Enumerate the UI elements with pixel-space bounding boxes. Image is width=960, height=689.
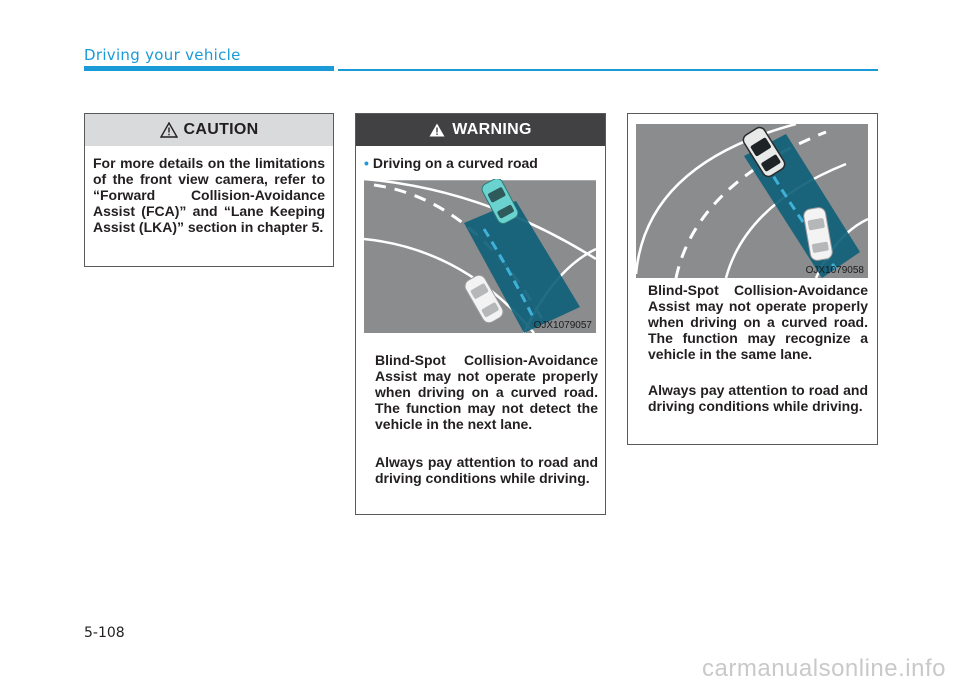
header-rule-thick bbox=[84, 66, 334, 71]
watermark: carmanualsonline.info bbox=[702, 655, 946, 682]
warning-title: WARNING bbox=[452, 121, 532, 138]
figure-curved-road-next-lane bbox=[364, 179, 596, 333]
page-number: 5-108 bbox=[84, 625, 125, 641]
figure-code-2: OJX1079058 bbox=[805, 265, 864, 276]
header-rule-thin bbox=[338, 69, 878, 71]
warning-paragraph-2: Always pay attention to road and driving conditions while driving. bbox=[375, 454, 598, 486]
caution-header bbox=[85, 114, 333, 146]
caution-body: For more details on the limitations of the front view camera, refer to “Forward Collision-Avoidance Assist (FCA)” and “Lane Keeping Assist (LKA)” section in chapter 5. bbox=[93, 155, 325, 235]
warning-bullet bbox=[364, 155, 538, 171]
warning-paragraph-1: Blind-Spot Collision-Avoidance Assist may not operate properly when driving on a curved road. The function may not detect the vehicle in the next lane. bbox=[375, 352, 598, 432]
section-title: Driving your vehicle bbox=[84, 46, 241, 64]
warning-header bbox=[356, 114, 605, 146]
right-paragraph-2: Always pay attention to road and driving conditions while driving. bbox=[648, 382, 868, 414]
right-paragraph-1: Blind-Spot Collision-Avoidance Assist may not operate properly when driving on a curved road. The function may recognize a vehicle in the same lane. bbox=[648, 282, 868, 362]
caution-box bbox=[84, 113, 334, 267]
curved-road-illustration bbox=[364, 179, 596, 333]
curved-road-same-lane-illustration bbox=[636, 124, 868, 278]
figure-curved-road-same-lane bbox=[636, 124, 868, 278]
figure-code-1: OJX1079057 bbox=[533, 320, 592, 331]
caution-title: CAUTION bbox=[183, 121, 259, 138]
caution-triangle-icon bbox=[160, 122, 178, 138]
warning-triangle-icon bbox=[429, 123, 445, 137]
bullet-dot-icon: • bbox=[364, 155, 369, 171]
warning-bullet-text: Driving on a curved road bbox=[372, 155, 538, 171]
